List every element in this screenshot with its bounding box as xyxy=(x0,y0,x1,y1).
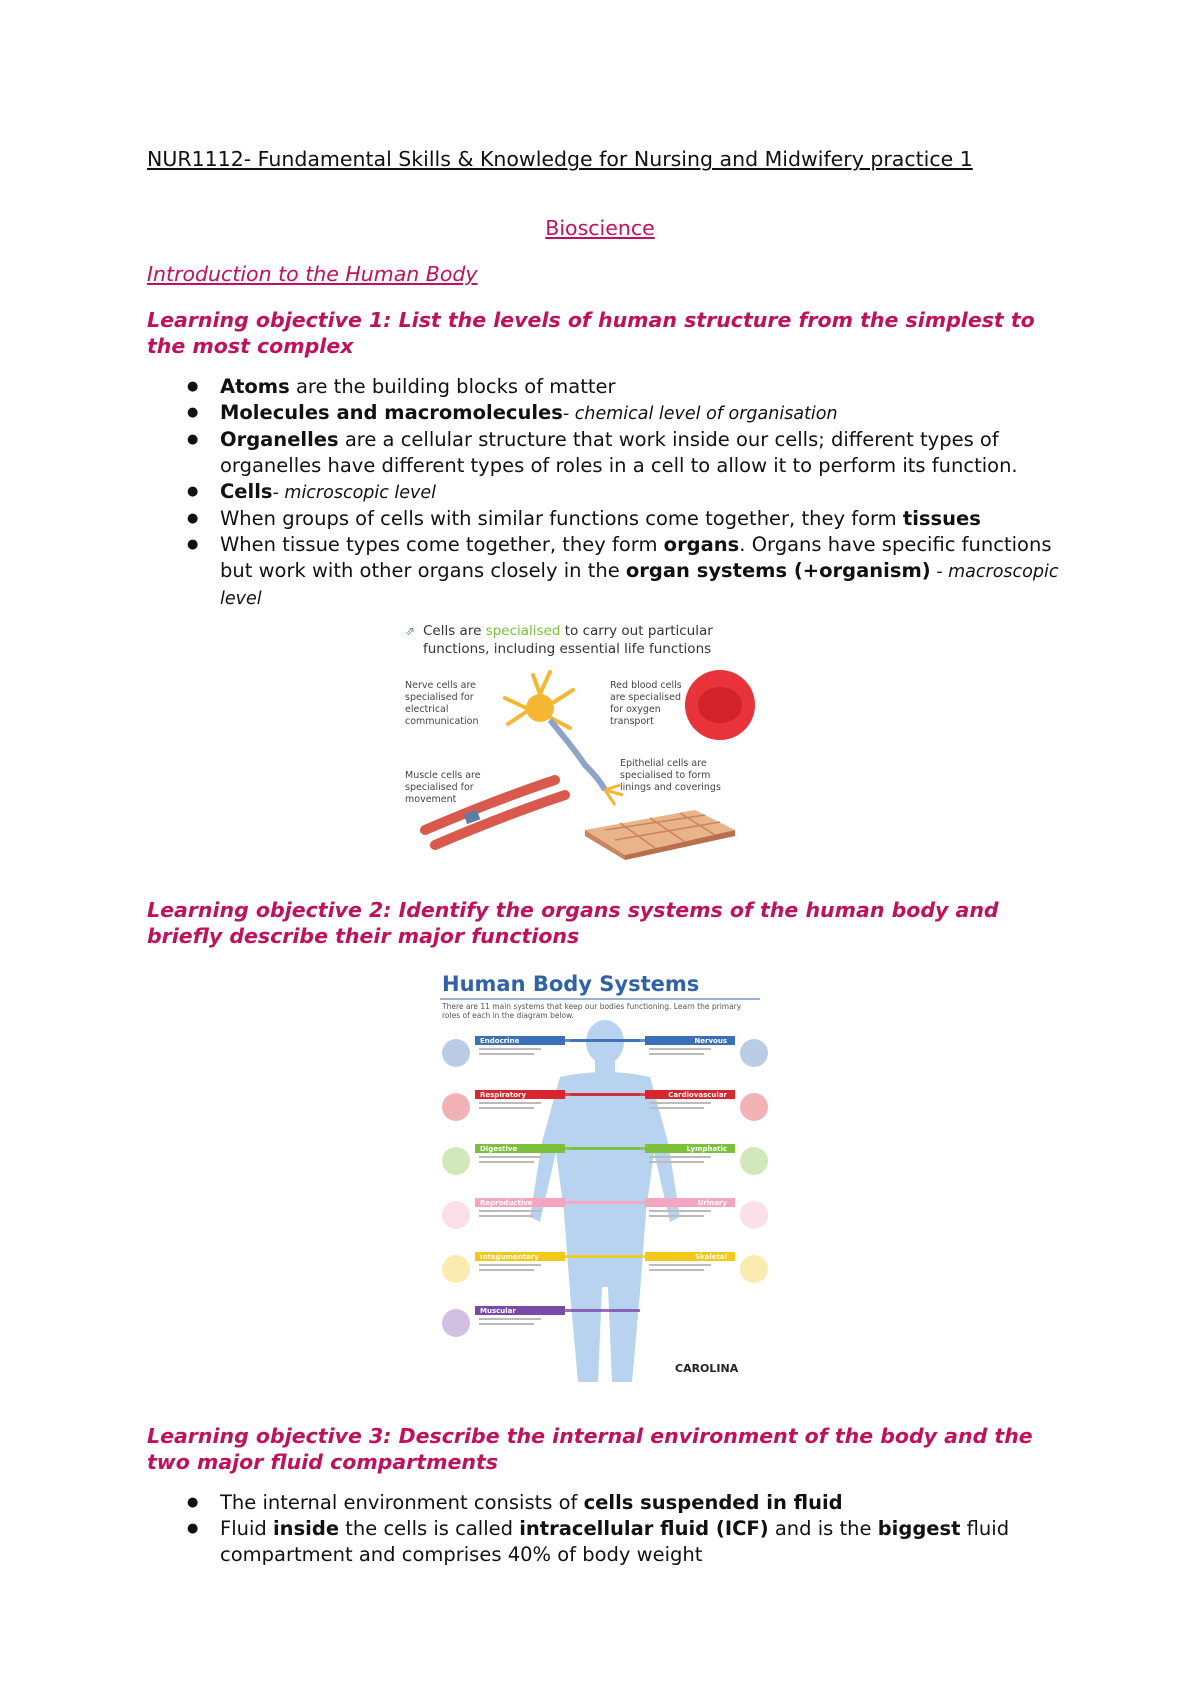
list-item: ● When tissue types come together, they form organs. Organs have specific functions but work with other organs closely in the organ systems (+organism) - macroscopic level xyxy=(147,532,1067,612)
nerve-cell-icon xyxy=(505,672,623,805)
list-item: ● The internal environment consists of cells suspended in fluid xyxy=(147,1490,1067,1516)
list-item: ● Fluid inside the cells is called intracellular fluid (ICF) and is the biggest fluid compartment and comprises 40% of body weight xyxy=(147,1516,1067,1568)
organ-icon xyxy=(442,1039,470,1067)
brand-logo: CAROLINA xyxy=(675,1362,739,1375)
organ-icon xyxy=(740,1039,768,1067)
organ-icon xyxy=(442,1093,470,1121)
document-title: NUR1112- Fundamental Skills & Knowledge for Nursing and Midwifery practice 1 xyxy=(147,147,973,171)
system-label: Lymphatic xyxy=(686,1145,727,1153)
system-label: Nervous xyxy=(694,1037,727,1045)
objective-3-list xyxy=(147,1490,1067,1568)
objective-1-list xyxy=(147,374,1067,612)
figure-title: Human Body Systems xyxy=(442,972,700,996)
organ-icon xyxy=(740,1201,768,1229)
system-label: Cardiovascular xyxy=(668,1091,727,1099)
list-item: ● Organelles are a cellular structure that work inside our cells; different types of organelles have different types of roles in a cell to allow it to perform its function. xyxy=(147,427,1067,479)
epithelial-tissue-icon xyxy=(585,810,735,860)
section-heading: Bioscience xyxy=(545,216,655,240)
nerve-cell-label: Nerve cells are specialised for electrical communication xyxy=(405,680,479,727)
objective-2-heading: Learning objective 2: Identify the organs systems of the human body and briefly describe their major functions xyxy=(147,898,999,948)
organ-icon xyxy=(442,1147,470,1175)
list-item: ● Molecules and macromolecules- chemical level of organisation xyxy=(147,400,1067,427)
organ-icon xyxy=(740,1255,768,1283)
list-item: ● Cells- microscopic level xyxy=(147,479,1067,506)
body-systems-figure xyxy=(440,967,770,1392)
list-item: ● When groups of cells with similar functions come together, they form tissues xyxy=(147,506,1067,532)
organ-icon xyxy=(740,1147,768,1175)
specialised-cells-figure: ⇗ Cells are specialised to carry out particular functions, including essential life functions Nerve cells are specialised for electrical communication Red blood cells are specialised for oxygen transport Muscle cells are specialised for movement Epithelial cells are specialised to form linings and coverings xyxy=(405,620,775,860)
objective-3-heading: Learning objective 3: Describe the internal environment of the body and the two major fluid compartments xyxy=(147,1424,1033,1474)
organ-icon xyxy=(442,1255,470,1283)
system-label: Urinary xyxy=(697,1199,727,1207)
organ-icon xyxy=(740,1093,768,1121)
system-label: Skeletal xyxy=(695,1253,727,1261)
organ-icon xyxy=(442,1201,470,1229)
system-label: Respiratory xyxy=(480,1091,527,1099)
arrow-icon: ⇗ xyxy=(405,624,416,638)
system-label: Reproductive xyxy=(480,1199,533,1207)
list-item: ● Atoms are the building blocks of matter xyxy=(147,374,1067,400)
organ-icon xyxy=(442,1309,470,1337)
epithelial-cell-label: Epithelial cells are specialised to form linings and coverings xyxy=(620,758,721,793)
objective-1-heading: Learning objective 1: List the levels of human structure from the simplest to the most complex xyxy=(147,308,1035,358)
muscle-cell-label: Muscle cells are specialised for movement xyxy=(405,770,481,805)
system-label: Digestive xyxy=(480,1145,518,1153)
system-label: Endocrine xyxy=(480,1037,520,1045)
system-label: Integumentary xyxy=(480,1253,539,1261)
red-blood-cell-icon xyxy=(685,670,755,740)
system-label: Muscular xyxy=(480,1307,516,1315)
red-cell-label: Red blood cells are specialised for oxygen transport xyxy=(610,680,682,727)
subsection-heading: Introduction to the Human Body xyxy=(147,262,478,286)
figure-intro: There are 11 main systems that keep our bodies functioning. Learn the primary roles of each in the diagram below. xyxy=(442,1002,742,1020)
